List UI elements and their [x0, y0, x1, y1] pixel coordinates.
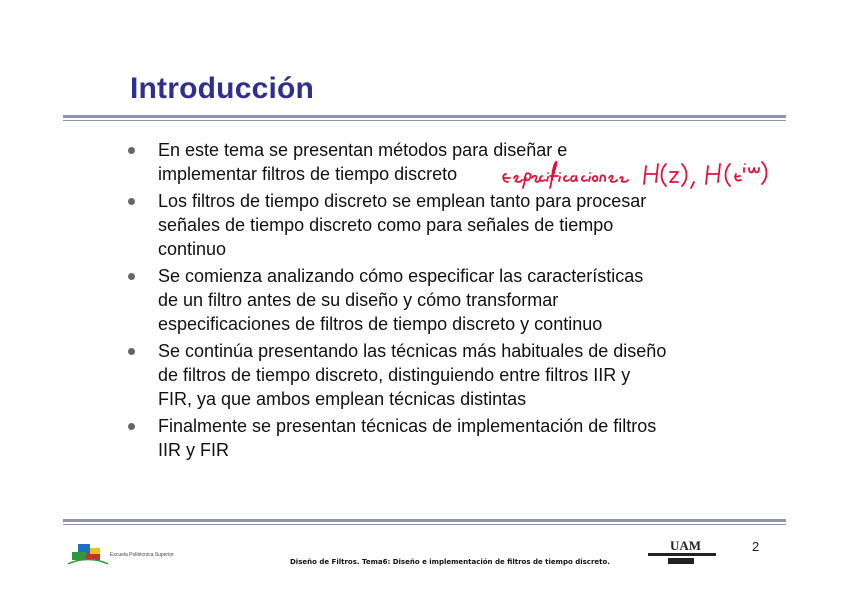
bullet-line: Finalmente se presentan técnicas de implementación de filtros — [158, 416, 657, 436]
bullet-dot-icon — [128, 423, 135, 430]
footer-caption: Diseño de Filtros. Tema6: Diseño e implementación de filtros de tiempo discreto. — [290, 558, 610, 566]
bullet-line: Se comienza analizando cómo especificar las características — [158, 266, 644, 286]
bullet-dot-icon — [128, 273, 135, 280]
bullet-line: señales de tiempo discreto como para señales de tiempo — [158, 215, 614, 235]
bullet-dot-icon — [128, 147, 135, 154]
eps-logo-icon — [66, 542, 110, 568]
uam-logo-text: UAM — [670, 538, 702, 553]
bullet-item — [128, 414, 768, 462]
handwritten-annotation-icon — [500, 152, 772, 192]
bullet-line: En este tema se presentan métodos para diseñar e — [158, 140, 568, 160]
eps-logo-text: Escuela Politécnica Superior — [110, 552, 174, 558]
bullet-line: implementar filtros de tiempo discreto — [158, 164, 458, 184]
bullet-line: Se continúa presentando las técnicas más habituales de diseño — [158, 341, 667, 361]
footer-rule — [63, 519, 786, 522]
bullet-line: Los filtros de tiempo discreto se emplean tanto para procesar — [158, 191, 647, 211]
title-rule — [63, 115, 786, 118]
title-rule-thin — [63, 120, 786, 121]
bullet-line: de filtros de tiempo discreto, distinguiendo entre filtros IIR y — [158, 365, 631, 385]
bullet-item — [128, 339, 768, 411]
uam-logo-icon — [646, 536, 718, 568]
bullet-line: FIR, ya que ambos emplean técnicas distintas — [158, 389, 527, 409]
bullet-dot-icon — [128, 348, 135, 355]
bullet-line: IIR y FIR — [158, 440, 229, 460]
slide-title: Introducción — [130, 72, 315, 105]
bullet-item — [128, 189, 768, 261]
bullet-dot-icon — [128, 198, 135, 205]
bullet-item — [128, 264, 768, 336]
page-number: 2 — [752, 539, 760, 554]
bullet-line: continuo — [158, 239, 227, 259]
bullet-line: de un filtro antes de su diseño y cómo transformar — [158, 290, 559, 310]
footer-rule-thin — [63, 524, 786, 525]
bullet-line: especificaciones de filtros de tiempo discreto y continuo — [158, 314, 603, 334]
